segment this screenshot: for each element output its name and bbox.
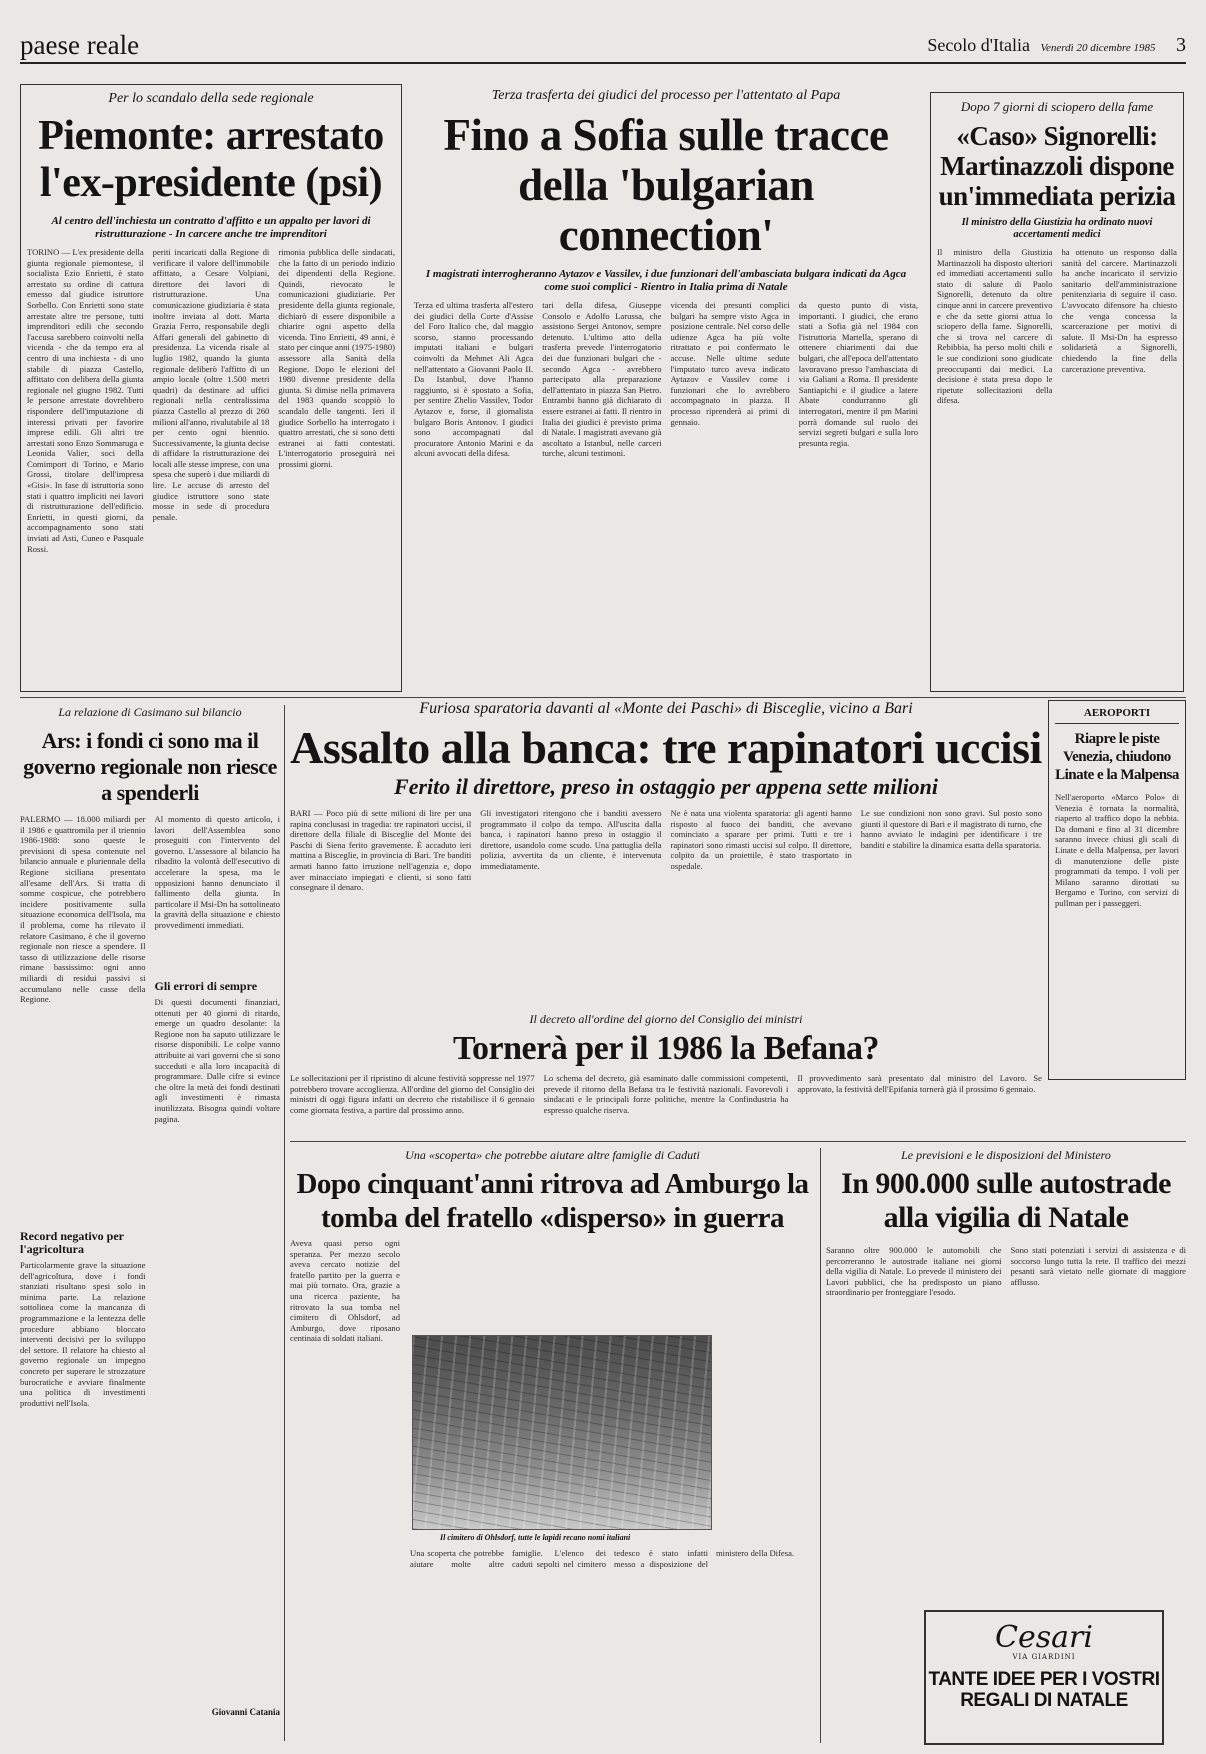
headline: Assalto alla banca: tre rapinatori uccisi [290,722,1042,773]
body-column: Saranno oltre 900.000 le automobili che percorreranno le autostrade italiane nei giorni della vigilia di Natale. Lo prevede il ministero dei Lavori pubblici, che ha predisposto un piano straordinario per fronteggiare l'esodo. [826,1245,1002,1298]
headline: In 900.000 sulle autostrade alla vigilia di Natale [841,1167,1171,1234]
subheadline: Il ministro della Giustizia ha ordinato nuovi accertamenti medici [961,217,1153,240]
article-body [826,1245,1186,1585]
kicker: Terza trasferta dei giudici del processo per l'attentato al Papa [491,88,841,103]
side-heading: Gli errori di sempre [154,979,258,993]
article-body [27,247,395,657]
body-column: da questo punto di vista, importanti. I giudici, che erano stati a Sofia già nel 1984 con l'istruttoria Martella, sperano di ottenere chiarimenti dai due bulgari, che all'epoca dell'attentato lavoravano presso l'ambasciata di via Galiani a Roma. Il presidente Santiapichi e il giudice a latere Abate condurranno gli interrogatori, mentre il pm Marini porrà domande sul ruolo dei servizi segreti bulgari e sulla loro presunta regia. [798,300,918,448]
body-column: Terza ed ultima trasferta all'estero dei giudici della Corte d'Assise del Foro Italico che, dal maggio scorso, stanno processando imputati italiani e bulgari coinvolti da Mehmet Ali Agca nell'attentato a Giovanni Paolo II. Da Istanbul, dove l'hanno raggiunto, si è spostato a Sofia, per sentire Zhelio Vassilev, Todor Aytazov e, forse, il giornalista bulgaro Boris Antonov. I giudici sono accompagnati dal procuratore Antonio Marini e da alcuni avvocati della difesa. [414,300,534,459]
headline: Dopo cinquant'anni ritrova ad Amburgo la tomba del fratello «disperso» in guerra [296,1168,809,1234]
body-column: Il ministro della Giustizia Martinazzoli ha disposto ulteriori ed immediati accertamenti sullo stato di salute di Paolo Signorelli, detenuto da oltre cinque anni in carcere preventivo e che da sette giorni attua lo sciopero della fame. Signorelli, che si trova nel carcere di Rebibbia, ha perso molti chili e le sue condizioni sono giudicate preoccupanti dai medici. La decisione è stata presa dopo le ripetute sollecitazioni della difesa. [937,247,1053,406]
cemetery-photo [412,1335,712,1530]
kicker: Il decreto all'ordine del giorno del Consiglio dei ministri [529,1012,803,1026]
cesari-advertisement [924,1610,1164,1745]
article-body [290,1073,1042,1135]
ad-address: VIA GIARDINI [1012,1653,1076,1661]
body-text: Al momento di questo articolo, i lavori dell'Assemblea sono proseguiti con l'intervento del governo. L'assessore al bilancio ha ribadito la volontà dell'esecutivo di accelerare la spesa, ma le opposizioni hanno denunciato il fallimento della giunta. In particolare il Msi-Dn ha sottolineato la gravità della situazione e chiesto provvedimenti immediati. [154,814,280,930]
article-body [20,814,280,1754]
body-text: PALERMO — 18.000 miliardi per il 1986 e quattromila per il triennio 1986-1988: sono queste le previsioni di spesa contenute nel bilancio annuale e pluriennale della Regione siciliana presentato all'esame dell'Ars. Si tratta di somme cospicue, che potrebbero incidere positivamente sulla situazione economica dell'Isola, ma il problema, come ha rilevato il relatore Casimano, è che il governo regionale non riesce a spendere. Il tasso di utilizzazione delle risorse rimane bassissimo: ogni anno miliardi di residui passivi si accumulano nelle casse della Regione. [20,814,146,1005]
page-header [20,28,1186,64]
article-body-left [290,1238,400,1668]
body-column: periti incaricati dalla Regione di verificare il valore dell'immobile affittato, a Cesare Volpiani, direttore dei lavori di ristrutturazione. Una comunicazione giudiziaria è stata inoltre inviata al dott. Marta Grazia Ferro, responsabile degli Affari generali del gabinetto di presidenza. La vicenda risale al luglio 1982, quando la giunta regionale deliberò l'affitto di un ampio locale (oltre 1.500 metri quadri) da destinare ad uffici regionali nella centralissima piazza Castello al prezzo di 260 milioni all'anno, rivalutabile al 18 per cento ogni biennio. Successivamente, la giunta decise di affidare la ristrutturazione dei locali alle stesse imprese, con una spesa che superò i due miliardi di lire. Le accuse di arresto del giudice istruttore sono state mosse in sede di procedura penale. [152,247,270,522]
body-column: TORINO — L'ex presidente della giunta regionale piemontese, il socialista Ezio Enrietti, è stato arrestato su ordine di cattura emesso dal giudice istruttore Sorbello. Con Enrietti sono state arrestate altre tre persone, tutti imprenditori edili che secondo l'accusa sarebbero coinvolti nella vicenda - che da tempo era al centro di una inchiesta - di uno stabile di piazza Castello, affittato con delibera della giunta regionale nel giugno 1982. Tutti le persone arrestate dovrebbero rispondere dell'imputazione di interessi privati per favorire imprese edili. Gli altri tre arrestati sono Enzo Sommaruga e Leonida Valier, soci della Comimport di Torino, e Mario Grossi, titolare dell'impresa «Gisi». In fase di istruttoria sono stati i quattro impliciti nei lavori di ristrutturazione dell'edificio. Enrietti, in questi giorni, da accompagnamento sono stati inviati ad Asti, Cuneo e Pasquale Rossi. [27,247,144,554]
kicker: AEROPORTI [1055,707,1179,724]
kicker: Per lo scandalo della sede regionale [108,91,314,106]
kicker: Furiosa sparatoria davanti al «Monte dei Paschi» di Bisceglie, vicino a Bari [419,700,913,717]
body-text: Particolarmente grave la situazione dell'agricoltura, dove i fondi stanziati risultano spesi solo in minima parte. La relazione sottolinea come la mancanza di programmazione e la lentezza delle procedure abbiano bloccato interventi decisivi per lo sviluppo del settore. Il relatore ha chiesto al governo regionale un impegno concreto per superare le strozzature burocratiche e avviare finalmente una politica di investimenti produttivi nell'Isola. [20,1260,146,1408]
article-sofia [410,84,922,692]
body-column: BARI — Poco più di sette milioni di lire per una rapina conclusasi in tragedia: tre rapinatori uccisi, il direttore della filiale di Bisceglie del Monte dei Paschi di Siena ferito gravemente. È accaduto ieri mattina a Bisceglie, in provincia di Bari. Tre banditi armati hanno fatto irruzione nell'agenzia e, dopo aver minacciato impiegati e clienti, si sono fatti consegnare il denaro. [290,808,472,893]
headline: Riapre le piste Venezia, chiudono Linate e la Malpensa [1055,731,1179,783]
divider [20,697,1186,698]
headline: Ars: i fondi ci sono ma il governo regionale non riesce a spenderli [23,728,277,805]
body-column: ha ottenuto un responso dalla sanità del carcere. Martinazzoli ha anche incaricato il servizio sanitario dell'amministrazione penitenziaria di seguire il caso. L'avvocato difensore ha chiesto che venga concessa la scarcerazione per motivi di salute. Il Msi-Dn ha espresso solidarietà a Signorelli, chiedendo la fine della carcerazione preventiva. [1061,247,1177,374]
body-text: Di questi documenti finanziari, ottenuti per 40 giorni di ritardo, emerge un quadro desolante: la Regione non ha saputo utilizzare le risorse disponibili. Le colpe vanno attribuite ai vari governi che si sono succeduti e alla loro incapacità di programmare. Dalle cifre si evince che oltre la metà dei fondi destinati agli investimenti è rimasta inutilizzata. Bisogna quindi voltare pagina. [154,997,280,1124]
body-column: Le sue condizioni non sono gravi. Sul posto sono giunti il questore di Bari e il magistrato di turno, che hanno avviato le indagini per identificare i tre banditi e stabilire la dinamica esatta della sparatoria. [860,808,1042,850]
body-column: Ne è nata una violenta sparatoria: gli agenti hanno risposto al fuoco dei banditi, che avevano cominciato a sparare per primi. Tutti e tre i rapinatori sono rimasti uccisi sul colpo. Il direttore, colpito da un proiettile, è stato trasportato in ospedale. [670,808,852,871]
paper-name: Secolo d'Italia [927,35,1031,55]
body-column: Aveva quasi perso ogni speranza. Per mezzo secolo aveva cercato notizie del fratello partito per la guerra e mai più tornato. Ora, grazie a una ricerca paziente, ha ritrovato la sua tomba nel cimitero di Ohlsdorf, ad Amburgo, dove riposano centinaia di soldati italiani. [290,1238,400,1344]
body-column: Sono stati potenziati i servizi di assistenza e di soccorso lungo tutta la rete. Il traffico dei mezzi pesanti sarà vietato nelle giornate di maggiore afflusso. [1010,1245,1186,1287]
body-column: tari della difesa, Giuseppe Consolo e Adolfo Larussa, che assistono Sergei Antonov, sempre detenuto. L'ultimo atto della trasferta prevede l'interrogatorio dei due funzionari bulgari che - secondo Agca - avrebbero partecipato alla preparazione dell'attentato in piazza San Pietro. Entrambi hanno già dichiarato di essere estranei ai fatti. Il rientro in Italia dei giudici è previsto prima di Natale. I magistrati avevano già ascoltato a Istanbul, nelle carceri turche, alcuni testimoni. [542,300,662,459]
body-column: Gli investigatori ritengono che i banditi avessero programmato il colpo da tempo. All'uscita dalla banca, i rapinatori hanno preso in ostaggio il direttore, usandolo come scudo. Una pattuglia della polizia, avvertita da un cliente, è intervenuta immediatamente. [480,808,662,871]
side-heading: Record negativo per l'agricoltura [20,1229,124,1256]
ad-brand: Cesari [995,1620,1093,1655]
article-body [414,300,918,718]
divider [284,705,285,1741]
kicker: Dopo 7 giorni di sciopero della fame [960,99,1154,114]
kicker: La relazione di Casimano sul bilancio [58,705,242,719]
kicker: Le previsioni e le disposizioni del Ministero [901,1148,1111,1162]
kicker: Una «scoperta» che potrebbe aiutare altre famiglie di Caduti [405,1148,700,1162]
headline: «Caso» Signorelli: Martinazzoli dispone un'immediata perizia [938,121,1176,211]
body-text: Nell'aeroporto «Marco Polo» di Venezia è tornata la normalità, riaperto al traffico dopo la nebbia. Da domani e fino al 31 dicembre saranno invece chiusi gli scali di Linate e della Malpensa, per lavori di manutenzione delle piste programmati da tempo. I voli per Milano saranno dirottati su Bergamo e Torino, con servizi di pullman per i passeggeri. [1055,792,1179,908]
body-lower: Una scoperta che potrebbe aiutare molte altre famiglie. L'elenco dei caduti sepolti nel cimitero tedesco è stato infatti messo a disposizione del ministero della Difesa. [410,1548,795,1569]
byline: Giovanni Catania [211,1707,280,1717]
body-column: Il provvedimento sarà presentato dal ministro del Lavoro. Se approvato, la festività dell'Epifania tornerà già il prossimo 6 gennaio. [797,1073,1042,1094]
headline: Piemonte: arrestato l'ex-presidente (psi) [38,113,384,206]
article-autostrade [826,1148,1186,1603]
subheadline: Al centro dell'inchiesta un contratto d'affitto e un appalto per lavori di ristrutturazione - In carcere anche tre imprenditori [51,215,371,240]
article-body [937,247,1177,662]
body-column-left [20,814,146,1754]
article-aeroporti [1048,700,1186,1080]
issue-date: Venerdì 20 dicembre 1985 [1040,42,1156,54]
article-body [290,808,1042,993]
article-befana [290,1012,1042,1137]
body-column: Le sollecitazioni per il ripristino di alcune festività soppresse nel 1977 potrebbero trovare accoglienza. All'ordine del giorno del Consiglio dei ministri di oggi figura infatti un decreto che ristabilisce il 6 gennaio come giornata festiva, a partire dal prossimo anno. [290,1073,535,1115]
divider [290,1141,1186,1142]
body-column: vicenda dei presunti complici bulgari ha sempre visto Agca in posizione centrale. Nel corso delle udienze Agca ha più volte ritrattato e poi confermato le accuse. Nelle ultime sedute l'imputato turco aveva indicato Aytazov e Vassilev come i funzionari che lo avrebbero accompagnato in piazza. Il processo riprenderà ai primi di gennaio. [670,300,790,427]
headline: Tornerà per il 1986 la Befana? [452,1030,880,1067]
masthead-info [927,34,1186,57]
article-piemonte [20,84,402,692]
body-column: Lo schema del decreto, già esaminato dalle commissioni competenti, prevede il ritorno della Befana tra le festività nazionali. Favorevoli i sindacati e le principali forze politiche, mentre la Confindustria ha espresso qualche riserva. [543,1073,789,1115]
page-number: 3 [1176,34,1186,56]
article-bisceglie [290,700,1042,1010]
subheadline: I magistrati interrogheranno Aytazov e Vassilev, i due funzionari dell'ambasciata bulgara indicati da Agca come suoi complici - Rientro in Italia prima di Natale [425,268,907,293]
photo-caption: Il cimitero di Ohlsdorf, tutte le lapidi recano nomi italiani [440,1533,631,1542]
divider [820,1148,821,1743]
ad-slogan: TANTE IDEE PER I VOSTRI REGALI DI NATALE [928,1669,1160,1711]
body-column-right [155,814,281,1754]
article-ars [20,705,280,1741]
body-column: rimonia pubblica delle sindacati, che la fatto di un periodo indizio dei dipendenti della Regione. Quindi, rievocato le comunicazioni giudiziarie. Per presidente della giunta regionale, dichiarò di essere disponibile a chiarire ogni aspetto della vicenda. Tino Enrietti, 49 anni, è stato per cinque anni (1975-1980) assessore alla Sanità della Regione. Dopo le elezioni del 1980 divenne presidente della giunta. Si dimise nella primavera del 1983 quando scoppiò lo scandalo delle tangenti. Ieri il giudice Sorbello ha interrogato i quattro arrestati, che si sono detti estranei ai fatti contestati. L'interrogatorio proseguirà nei prossimi giorni. [278,247,395,469]
article-signorelli [930,92,1184,692]
section-name: paese reale [20,30,140,60]
subheadline: Ferito il direttore, preso in ostaggio per appena sette milioni [394,774,938,799]
headline: Fino a Sofia sulle tracce della 'bulgarian connection' [443,110,889,260]
